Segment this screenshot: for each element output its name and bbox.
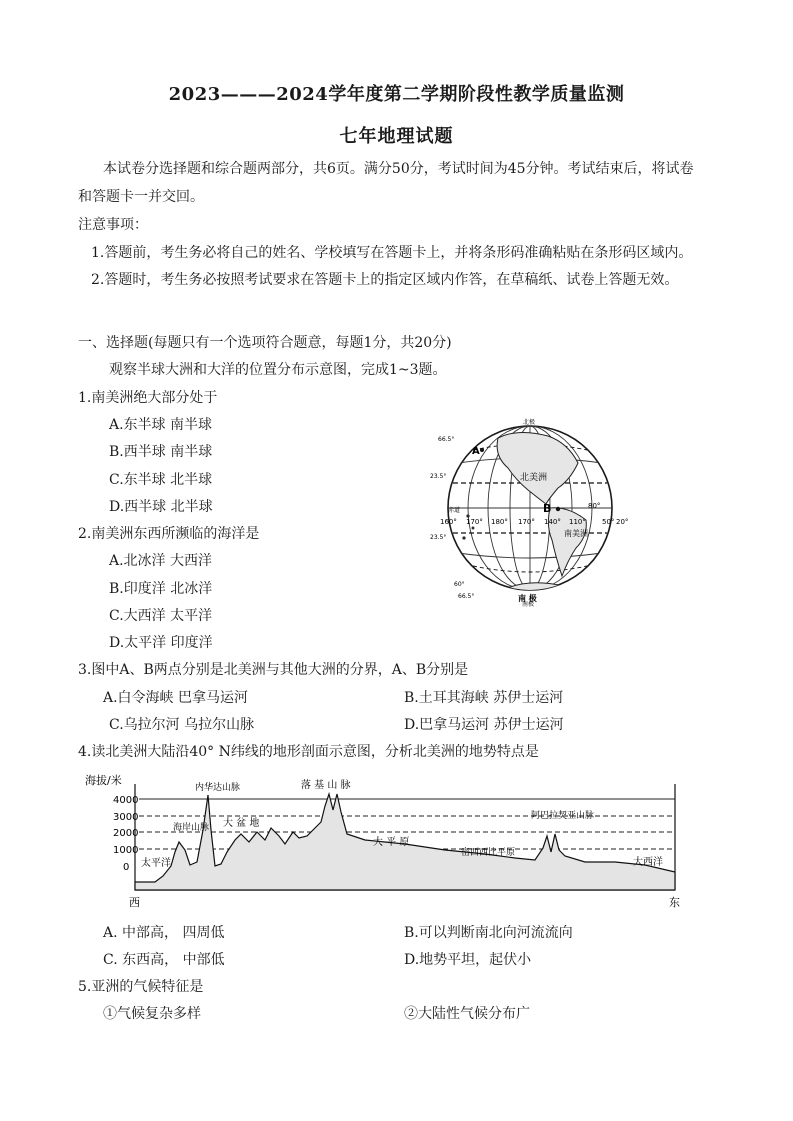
globe-south-pole-label: 南极 xyxy=(522,601,535,608)
question-1-option-d: D.西半球 北半球 xyxy=(109,499,213,515)
question-2-option-d: D.太平洋 印度洋 xyxy=(109,635,213,651)
globe-lat-label-66n: 66.5° xyxy=(438,436,455,443)
globe-north-pole-label: 北极 xyxy=(523,419,536,426)
question-5-stem: 5.亚洲的气候特征是 xyxy=(78,979,204,995)
question-2-stem: 2.南美洲东西所濒临的海洋是 xyxy=(78,526,260,542)
label-great-basin: 大 盆 地 xyxy=(223,818,260,829)
globe-lon-label: 140° xyxy=(544,518,561,526)
label-coast-range: 海岸山脉 xyxy=(173,823,210,833)
globe-lon-label: 180° xyxy=(491,518,508,526)
exam-subject-title: 七年地理试题 xyxy=(339,126,454,147)
label-sierra-nevada: 内华达山脉 xyxy=(195,783,241,793)
label-pacific: 太平洋 xyxy=(141,858,171,869)
globe-lat-label-66s: 66.5° xyxy=(458,593,475,600)
antarctica-label: 南 极 xyxy=(518,594,537,603)
notice-1: 1.答题前，考生务必将自己的姓名、学校填写在答题卡上，并将条形码准确粘贴在条形码区域内。 xyxy=(91,245,693,261)
north-america-label: 北美洲 xyxy=(520,473,548,483)
profile-ylabel: 海拔/米 xyxy=(85,774,122,787)
globe-equator-label: 赤道 xyxy=(448,507,461,514)
y-tick-4000: 4000 xyxy=(113,795,139,806)
exam-title: 2023———2024学年度第二学期阶段性教学质量监测 xyxy=(168,84,625,105)
label-west: 西 xyxy=(129,896,140,909)
question-2-option-c: C.大西洋 太平洋 xyxy=(109,608,213,624)
y-tick-0: 0 xyxy=(123,862,130,873)
question-4-stem: 4.读北美洲大陆沿40° N纬线的地形剖面示意图，分析北美洲的地势特点是 xyxy=(78,744,539,760)
globe-lon-label: 50° xyxy=(602,518,615,526)
question-1-option-c: C.东半球 北半球 xyxy=(109,472,213,488)
y-tick-1000: 1000 xyxy=(113,845,139,856)
label-appalachian: 阿巴拉契亚山脉 xyxy=(531,811,595,821)
question-4-option-c: C. 东西高， 中部低 xyxy=(103,952,225,968)
hemisphere-globe-figure xyxy=(428,408,628,608)
question-1-stem: 1.南美洲绝大部分处于 xyxy=(78,390,218,406)
globe-lon-label: 170° xyxy=(518,518,535,526)
intro-line-2: 和答题卡一并交回。 xyxy=(78,189,204,205)
point-a-label: A xyxy=(472,446,480,457)
question-3-option-d: D.巴拿马运河 苏伊士运河 xyxy=(404,717,564,733)
question-5-item-2: ②大陆性气候分布广 xyxy=(404,1006,530,1022)
y-tick-2000: 2000 xyxy=(113,828,139,839)
label-east: 东 xyxy=(669,896,680,909)
intro-line-1: 本试卷分选择题和综合题两部分，共6页。满分50分，考试时间为45分钟。考试结束后，将试卷 xyxy=(103,161,694,177)
terrain-profile-figure xyxy=(85,770,695,910)
section-heading: 一、选择题(每题只有一个选项符合题意，每题1分，共20分) xyxy=(78,335,452,351)
point-b-label: B xyxy=(543,502,552,515)
question-4-option-b: B.可以判断南北向河流流向 xyxy=(404,925,573,941)
question-2-option-a: A.北冰洋 大西洋 xyxy=(109,553,213,569)
question-3-option-c: C.乌拉尔河 乌拉尔山脉 xyxy=(109,717,255,733)
question-4-option-d: D.地势平坦，起伏小 xyxy=(404,952,532,968)
label-rocky-mountains: 落 基 山 脉 xyxy=(301,780,351,791)
globe-lon-label: 20° xyxy=(616,518,628,526)
label-great-plains: 大 平 原 xyxy=(373,837,410,848)
globe-lon-label: 160° xyxy=(440,518,457,526)
question-1-option-a: A.东半球 南半球 xyxy=(109,417,213,433)
question-2-option-b: B.印度洋 北冰洋 xyxy=(109,581,213,597)
question-5-item-1: ①气候复杂多样 xyxy=(103,1006,201,1022)
point-b-marker xyxy=(556,507,560,511)
label-atlantic: 大西洋 xyxy=(633,857,663,868)
globe-lon-label: 80° xyxy=(588,502,601,510)
question-3-option-b: B.土耳其海峡 苏伊士运河 xyxy=(404,690,564,706)
globe-lat-label-60s: 60° xyxy=(454,581,465,588)
question-3-stem: 3.图中A、B两点分别是北美洲与其他大洲的分界，A、B分别是 xyxy=(78,662,469,678)
globe-lon-label: 170° xyxy=(466,518,483,526)
south-america-label: 南美洲 xyxy=(564,529,588,538)
point-a-marker xyxy=(480,448,484,452)
globe-lon-label: 110° xyxy=(569,518,586,526)
label-mississippi-plain: 密西西比平原 xyxy=(461,848,516,858)
section-lead: 观察半球大洲和大洋的位置分布示意图，完成1~3题。 xyxy=(109,362,447,378)
question-1-option-b: B.西半球 南半球 xyxy=(109,444,213,460)
globe-lat-label-23n: 23.5° xyxy=(430,473,447,480)
notice-title: 注意事项： xyxy=(78,217,148,233)
y-tick-3000: 3000 xyxy=(113,812,139,823)
notice-2: 2.答题时，考生务必按照考试要求在答题卡上的指定区域内作答，在草稿纸、试卷上答题无效。 xyxy=(91,272,679,288)
globe-lat-label-23s: 23.5° xyxy=(430,534,447,541)
question-4-option-a: A. 中部高， 四周低 xyxy=(103,925,225,941)
question-3-option-a: A.白令海峡 巴拿马运河 xyxy=(103,690,249,706)
